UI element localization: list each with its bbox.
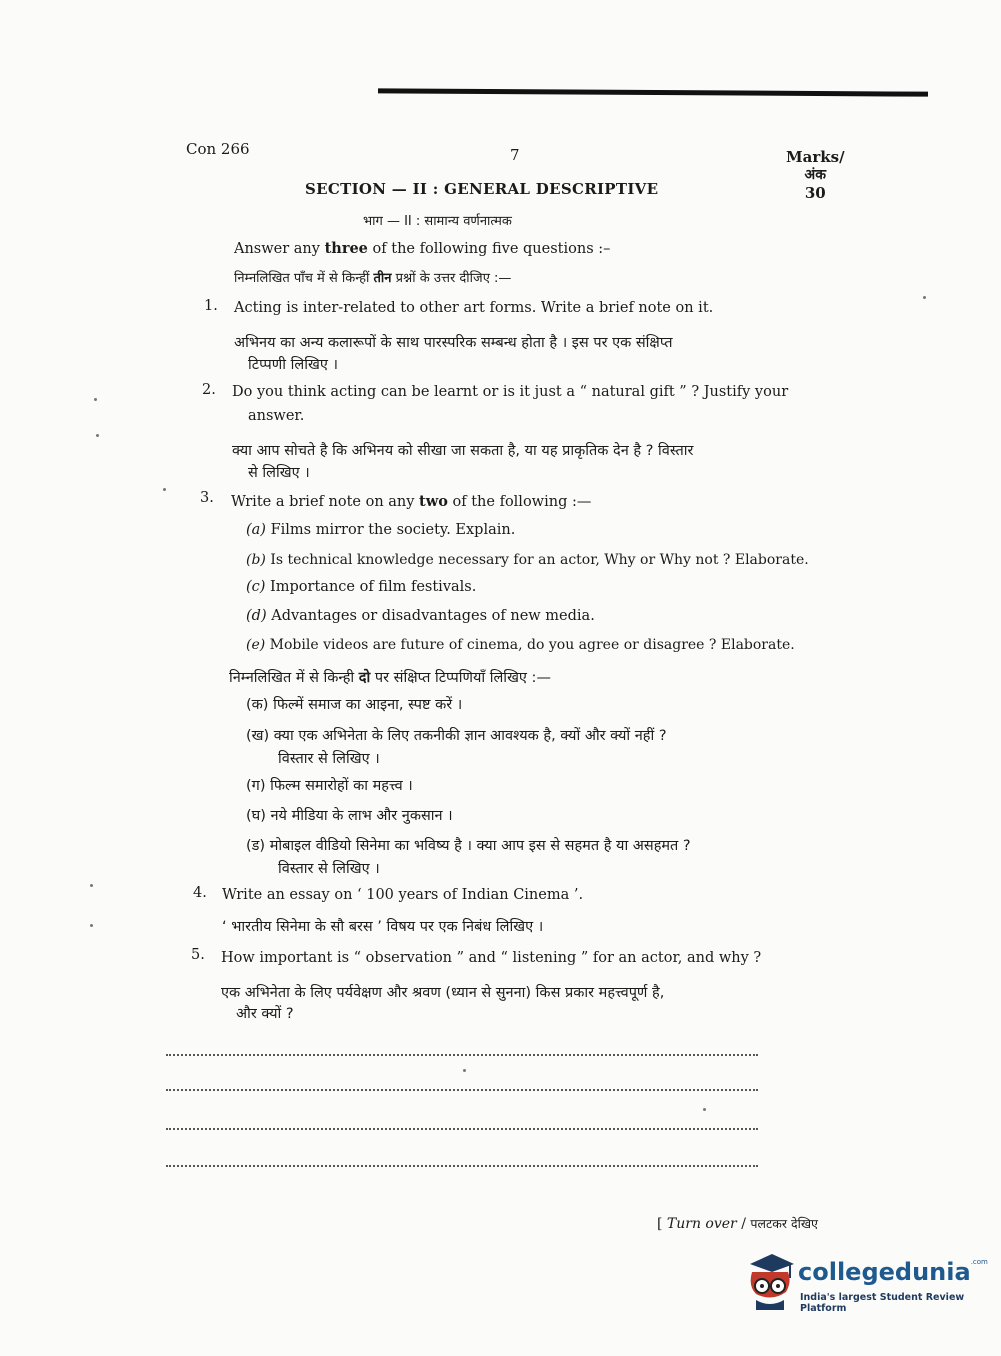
section-title-hi: भाग — II : सामान्य वर्णनात्मक — [363, 214, 512, 229]
instr-hi-prefix: निम्नलिखित पाँच में से किन्हीं — [234, 271, 374, 286]
q3-option-a — [246, 522, 515, 538]
option-text: Importance of film festivals. — [270, 579, 477, 595]
q3-option-kha-line2: विस्तार से लिखिए । — [278, 751, 380, 767]
q3-en-bold: two — [419, 493, 448, 510]
option-label: (e) — [246, 637, 266, 653]
q3-option-ga — [246, 775, 413, 795]
option-label: (घ) — [246, 808, 266, 824]
q3-hi-suffix: पर संक्षिप्त टिप्पणियाँ लिखिए :— — [370, 670, 551, 686]
option-label: (ग) — [246, 778, 266, 794]
marks-label-en: Marks/ — [786, 148, 845, 166]
collegedunia-logo — [742, 1250, 988, 1314]
section-title-en: SECTION — II : GENERAL DESCRIPTIVE — [305, 180, 659, 198]
turn-over-hi: पलटकर देखिए — [750, 1216, 818, 1231]
q3-option-d — [246, 608, 595, 624]
scan-speck — [96, 434, 99, 437]
q3-hi-prefix: निम्नलिखित में से किन्ही — [229, 670, 359, 686]
q2-text-hi-line1: क्या आप सोचते है कि अभिनय को सीखा जा सकता है, या यह प्राकृतिक देन है ? विस्तार — [232, 443, 694, 459]
scan-speck — [90, 924, 93, 927]
q5-text-en: How important is “ observation ” and “ listening ” for an actor, and why ? — [221, 950, 762, 966]
instr-hi-bold: तीन — [373, 271, 392, 286]
option-label: (b) — [246, 552, 266, 568]
q3-option-da — [246, 835, 691, 855]
q4-text-hi: ‘ भारतीय सिनेमा के सौ बरस ’ विषय पर एक निबंध लिखिए । — [222, 919, 544, 935]
answer-line — [166, 1052, 758, 1056]
option-text: Films mirror the society. Explain. — [270, 522, 516, 538]
q3-number: 3. — [200, 490, 214, 506]
instructions-en — [234, 240, 610, 257]
q5-text-hi-line2: और क्यों ? — [236, 1006, 294, 1022]
q4-number: 4. — [193, 885, 207, 901]
instr-en-bold: three — [324, 240, 368, 257]
marks-block — [786, 148, 845, 202]
q3-text-hi — [229, 667, 551, 687]
q2-number: 2. — [202, 382, 216, 398]
q2-text-en-line1: Do you think acting can be learnt or is it just a “ natural gift ” ? Justify your — [232, 384, 789, 400]
option-text: Is technical knowledge necessary for an actor, Why or Why not ? Elaborate. — [270, 552, 809, 568]
scan-speck — [90, 884, 93, 887]
q2-text-hi-line2: से लिखिए । — [248, 465, 310, 481]
turn-over-note: [ Turn over / पलटकर देखिए — [657, 1216, 818, 1232]
option-label: (ख) — [246, 728, 270, 744]
q3-option-kha — [246, 725, 667, 745]
option-label: (क) — [246, 697, 269, 713]
option-text: फिल्म समारोहों का महत्त्व । — [270, 778, 413, 794]
q3-option-b — [246, 552, 809, 568]
q1-text-en: Acting is inter-related to other art forms. Write a brief note on it. — [234, 300, 714, 316]
q2-text-en-line2: answer. — [248, 408, 305, 424]
option-label: (ड) — [246, 838, 266, 854]
scan-speck — [94, 398, 97, 401]
page-number: 7 — [510, 146, 520, 164]
mascot-icon — [742, 1250, 798, 1312]
scan-speck — [923, 296, 926, 299]
logo-suffix: .com — [970, 1258, 988, 1266]
option-label: (c) — [246, 579, 266, 595]
marks-value: 30 — [804, 184, 826, 202]
q4-text-en: Write an essay on ‘ 100 years of Indian Cinema ’. — [222, 887, 584, 903]
q3-en-prefix: Write a brief note on any — [231, 494, 420, 510]
q3-hi-bold: दो — [358, 670, 371, 686]
option-text: क्या एक अभिनेता के लिए तकनीकी ज्ञान आवश्यक है, क्यों और क्यों नहीं ? — [273, 728, 667, 744]
instr-hi-suffix: प्रश्नों के उत्तर दीजिए :— — [391, 271, 512, 286]
q1-number: 1. — [204, 298, 218, 314]
option-label: (d) — [246, 608, 267, 624]
option-label: (a) — [246, 522, 266, 538]
answer-line — [166, 1126, 758, 1130]
instr-en-suffix: of the following five questions :– — [367, 241, 611, 257]
logo-name-text: collegedunia — [798, 1258, 971, 1286]
q3-option-e — [246, 637, 795, 653]
q3-option-gha — [246, 805, 453, 825]
option-text: फिल्में समाज का आइना, स्पष्ट करें । — [273, 697, 463, 713]
answer-line — [166, 1163, 758, 1167]
marks-label-hi: अंक — [804, 167, 826, 183]
q3-text-en — [231, 493, 591, 510]
paper-code: Con 266 — [186, 140, 250, 158]
turn-over-en: Turn over — [666, 1216, 737, 1232]
answer-line — [166, 1087, 758, 1091]
q3-en-suffix: of the following :— — [447, 494, 592, 510]
top-rule — [378, 88, 928, 96]
option-text: Mobile videos are future of cinema, do you agree or disagree ? Elaborate. — [269, 637, 795, 653]
scan-speck — [703, 1108, 706, 1111]
option-text: नये मीडिया के लाभ और नुकसान । — [270, 808, 453, 824]
scan-speck — [463, 1069, 466, 1072]
logo-tagline: India's largest Student Review Platform — [800, 1292, 965, 1314]
q3-option-c — [246, 579, 476, 595]
option-text: मोबाइल वीडियो सिनेमा का भविष्य है । क्या आप इस से सहमत है या असहमत ? — [269, 838, 691, 854]
q5-text-hi-line1: एक अभिनेता के लिए पर्यवेक्षण और श्रवण (ध्यान से सुनना) किस प्रकार महत्त्वपूर्ण है, — [221, 985, 665, 1001]
q1-text-hi-line1: अभिनय का अन्य कलारूपों के साथ पारस्परिक सम्बन्ध होता है । इस पर एक संक्षिप्त — [234, 335, 673, 351]
logo-name — [798, 1258, 988, 1286]
q3-option-ka — [246, 694, 462, 714]
option-text: Advantages or disadvantages of new media. — [271, 608, 595, 624]
turn-over-sep: / — [736, 1216, 751, 1232]
q5-number: 5. — [191, 947, 205, 963]
instructions-hi — [234, 268, 511, 286]
instr-en-prefix: Answer any — [234, 241, 325, 257]
q3-option-da-line2: विस्तार से लिखिए । — [278, 861, 380, 877]
q1-text-hi-line2: टिप्पणी लिखिए । — [248, 357, 338, 373]
scan-speck — [163, 488, 166, 491]
